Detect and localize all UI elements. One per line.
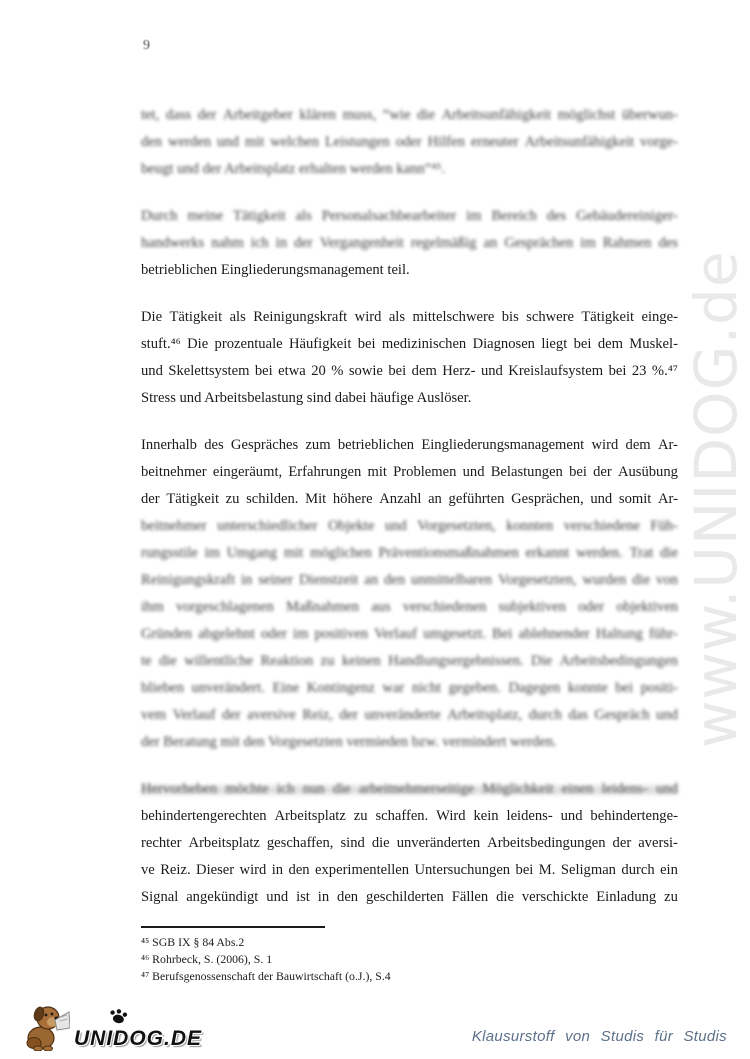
text-line: beitnehmer unterschiedlicher Objekte und Vorgesetzten, konnten verschiedene Füh- xyxy=(141,518,678,534)
text-line: den werden und mit welchen Leistungen oder Hilfen erneuter Arbeitsunfähigkeit vorge- xyxy=(141,134,678,150)
paw-print-icon xyxy=(108,1007,130,1025)
text-line: Reinigungskraft in seiner Dienstzeit an den unmittelbaren Vorgesetzten, wurden die von xyxy=(141,572,678,588)
text-line: ihm vorgeschlagenen Maßnahmen aus verschiedenen subjektiven oder objektiven xyxy=(141,599,678,615)
paragraph-quote-sgb xyxy=(141,102,678,183)
page-number: 9 xyxy=(143,38,150,53)
paragraph-gespraech-bem xyxy=(141,432,678,756)
text-line: blieben unverändert. Eine Kontingenz war nicht gegeben. Dagegen konnte bei positi- xyxy=(141,680,678,696)
footnote-47: ⁴⁷ Berufsgenossenschaft der Bauwirtschaft (o.J.), S.4 xyxy=(141,969,391,983)
paragraph-leidensgerechter-arbeitsplatz xyxy=(141,776,678,911)
text-line: behindertengerechten Arbeitsplatz zu schaffen. Wird kein leidens- und behindertenge- xyxy=(141,808,678,824)
text-line: vem Verlauf der aversive Reiz, der unveränderte Arbeitsplatz, durch das Gespräch und xyxy=(141,707,678,723)
page-body xyxy=(141,102,678,931)
text-line: handwerks nahm ich in der Vergangenheit regelmäßig an Gesprächen im Rahmen des xyxy=(141,235,678,251)
text-line: der Tätigkeit zu schilden. Mit höhere Anzahl an geführten Gesprächen, und somit Ar- xyxy=(141,491,678,507)
footnote-46: ⁴⁶ Rohrbeck, S. (2006), S. 1 xyxy=(141,952,273,966)
unidog-wordmark: UNIDOG.DE xyxy=(74,1027,203,1050)
footnotes-section xyxy=(141,926,678,985)
text-line: betrieblichen Eingliederungsmanagement teil. xyxy=(141,262,410,278)
text-line: der Beratung mit den Vorgesetzten vermieden bzw. vermindert werden. xyxy=(141,734,557,750)
paragraph-taetigkeit-reinigungskraft xyxy=(141,304,678,412)
text-line: Die Tätigkeit als Reinigungskraft wird als mittelschwere bis schwere Tätigkeit einge- xyxy=(141,309,678,325)
text-line: te die willentliche Reaktion zu keinen Handlungsergebnissen. Die Arbeitsbedingungen xyxy=(141,653,678,669)
unidog-watermark: www.UNIDOG.de xyxy=(682,250,750,748)
text-line: Innerhalb des Gespräches zum betrieblichen Eingliederungsmanagement wird dem Ar- xyxy=(141,437,678,453)
text-line: tet, dass der Arbeitgeber klären muss, “wie die Arbeitsunfähigkeit möglichst überwun- xyxy=(141,107,678,123)
text-line: stuft.⁴⁶ Die prozentuale Häufigkeit bei medizinischen Diagnosen liegt bei dem Muskel- xyxy=(141,336,678,352)
footnote-45: ⁴⁵ SGB IX § 84 Abs.2 xyxy=(141,935,245,949)
text-line: Gründen abgelehnt oder im positiven Verlauf umgesetzt. Bei ablehnender Haltung führ- xyxy=(141,626,678,642)
footnote-separator-rule xyxy=(141,926,325,928)
text-line: rungsstile im Umgang mit möglichen Präventionsmaßnahmen erkannt werden. Trat die xyxy=(141,545,678,561)
paragraph-personal-experience xyxy=(141,203,678,284)
text-line: Hervorheben möchte ich nun die arbeitnehmerseitige Möglichkeit einen leidens- und xyxy=(141,776,678,803)
text-line: Signal angekündigt und ist in den geschilderten Fällen die verschickte Einladung zu xyxy=(141,889,678,905)
text-line: ve Reiz. Dieser wird in den experimentellen Untersuchungen bei M. Seligman durch ein xyxy=(141,862,678,878)
text-line: Durch meine Tätigkeit als Personalsachbearbeiter im Bereich des Gebäudereiniger- xyxy=(141,208,678,224)
dog-mascot-icon xyxy=(24,1003,70,1051)
text-line: beitnehmer eingeräumt, Erfahrungen mit Problemen und Belastungen bei der Ausübung xyxy=(141,464,678,480)
text-line: Stress und Arbeitsbelastung sind dabei häufige Auslöser. xyxy=(141,390,472,406)
text-line: beugt und der Arbeitsplatz erhalten werden kann”⁴⁵. xyxy=(141,161,445,177)
unidog-logo xyxy=(24,1001,202,1051)
text-line: rechter Arbeitsplatz geschaffen, sind die unveränderten Arbeitsbedingungen der aversi- xyxy=(141,835,678,851)
text-line: und Skelettsystem bei etwa 20 % sowie bei dem Herz- und Kreislaufsystem bei 23 %.⁴⁷ xyxy=(141,363,678,379)
footer-slogan: Klausurstoff von Studis für Studis xyxy=(471,1028,727,1045)
